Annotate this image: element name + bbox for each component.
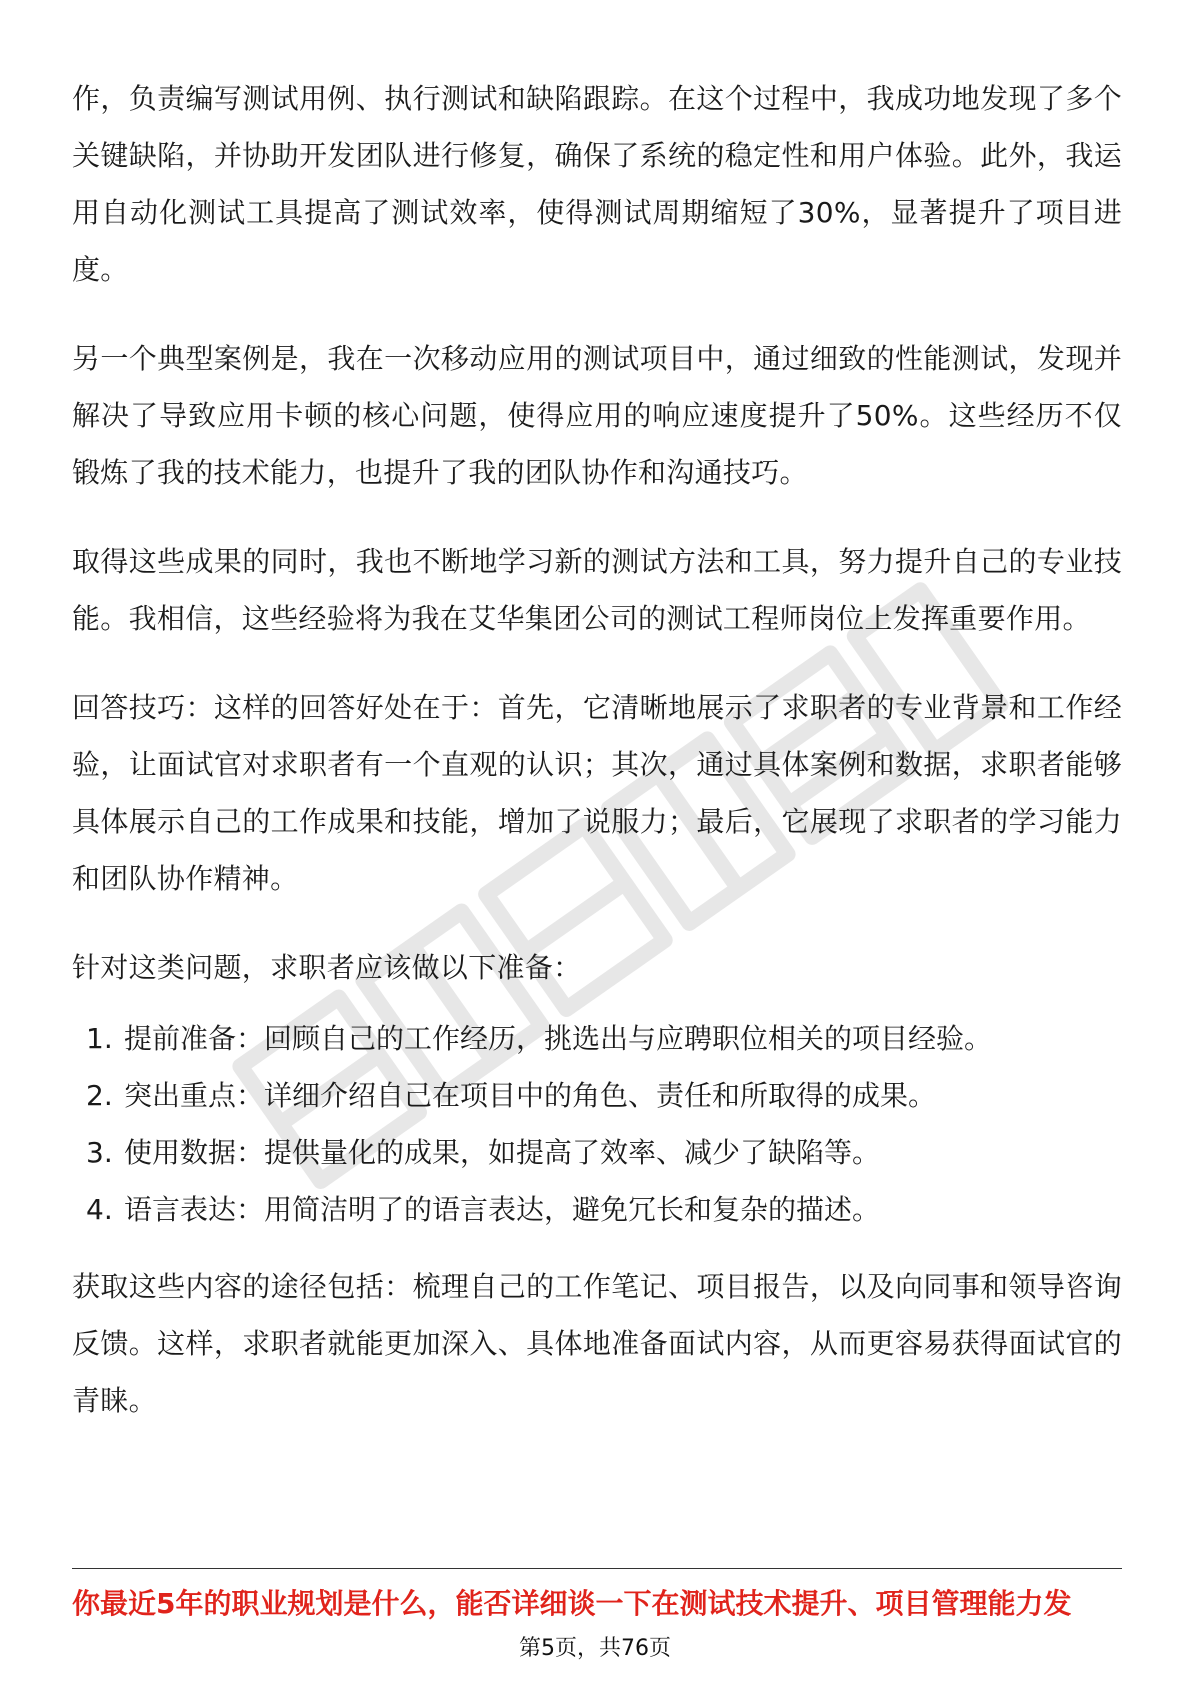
list-item-text: 提前准备：回顾自己的工作经历，挑选出与应聘职位相关的项目经验。	[124, 1022, 993, 1055]
list-item-text: 突出重点：详细介绍自己在项目中的角色、责任和所取得的成果。	[124, 1079, 937, 1112]
paragraph-case-study: 另一个典型案例是，我在一次移动应用的测试项目中，通过细致的性能测试，发现并解决了导致应用卡顿的核心问题，使得应用的响应速度提升了50%。这些经历不仅锻炼了我的技术能力，也提升了我的团队协作和沟通技巧。	[72, 342, 1122, 489]
next-question-heading: 你最近5年的职业规划是什么，能否详细谈一下在测试技术提升、项目管理能力发	[72, 1587, 1072, 1620]
list-item	[72, 1067, 1122, 1124]
paragraph-answer-tips: 回答技巧：这样的回答好处在于：首先，它清晰地展示了求职者的专业背景和工作经验，让面试官对求职者有一个直观的认识；其次，通过具体案例和数据，求职者能够具体展示自己的工作成果和技能，增加了说服力；最后，它展现了求职者的学习能力和团队协作精神。	[72, 691, 1122, 895]
paragraph-preparation-intro: 针对这类问题，求职者应该做以下准备：	[72, 951, 582, 984]
list-item	[72, 1124, 1122, 1181]
list-item-number: 2.	[86, 1079, 113, 1112]
list-item-number: 4.	[86, 1193, 113, 1226]
paragraph-learning: 取得这些成果的同时，我也不断地学习新的测试方法和工具，努力提升自己的专业技能。我相信，这些经验将为我在艾华集团公司的测试工程师岗位上发挥重要作用。	[72, 545, 1122, 635]
preparation-list	[72, 1010, 1122, 1238]
paragraph-project-experience: 作，负责编写测试用例、执行测试和缺陷跟踪。在这个过程中，我成功地发现了多个关键缺陷，并协助开发团队进行修复，确保了系统的稳定性和用户体验。此外，我运用自动化测试工具提高了测试效率，使得测试周期缩短了30%，显著提升了项目进度。	[72, 82, 1122, 286]
main-content	[72, 70, 1122, 1461]
list-item-number: 1.	[86, 1022, 113, 1055]
list-item-text: 语言表达：用简洁明了的语言表达，避免冗长和复杂的描述。	[124, 1193, 881, 1226]
page-number-footer: 第5页，共76页	[519, 1636, 671, 1661]
section-divider	[72, 1568, 1122, 1569]
list-item-number: 3.	[86, 1136, 113, 1169]
list-item	[72, 1010, 1122, 1067]
paragraph-closing: 获取这些内容的途径包括：梳理自己的工作笔记、项目报告，以及向同事和领导咨询反馈。这样，求职者就能更加深入、具体地准备面试内容，从而更容易获得面试官的青睐。	[72, 1270, 1122, 1417]
list-item	[72, 1181, 1122, 1238]
list-item-text: 使用数据：提供量化的成果，如提高了效率、减少了缺陷等。	[124, 1136, 881, 1169]
